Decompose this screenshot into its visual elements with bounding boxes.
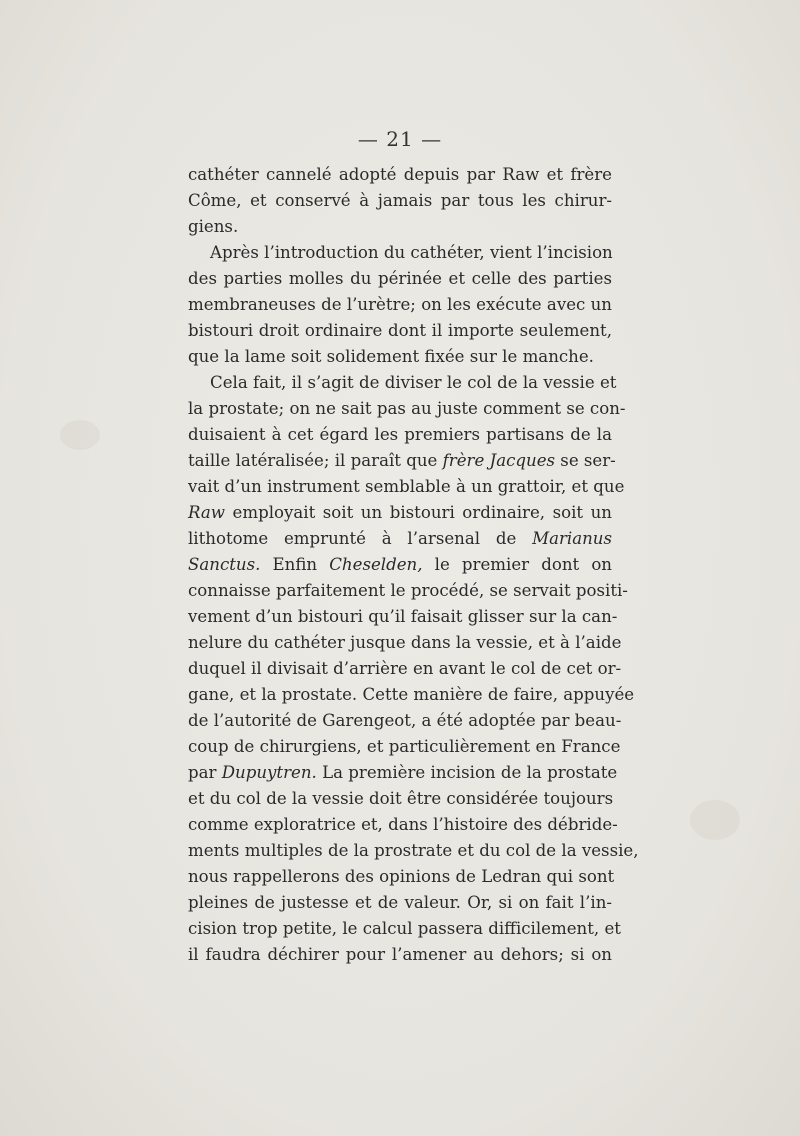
text-run: il faudra déchirer pour l’amener au dehors; si on (188, 945, 612, 964)
text-run: employait soit un bistouri ordinaire, soit un (224, 503, 612, 522)
text-line (188, 682, 635, 708)
text-run: membraneuses de l’urètre; on les exécute avec un (188, 295, 612, 314)
italic-name: Marianus (532, 529, 612, 548)
text-run: taille latéralisée; il paraît que (188, 451, 443, 470)
text-run: Après l’introduction du cathéter, vient l’incision (210, 243, 613, 262)
text-run: Cela fait, il s’agit de diviser le col de la vessie et (210, 373, 617, 392)
text-run: vait d’un instrument semblable à un grattoir, et que (188, 477, 625, 496)
text-line (188, 786, 612, 812)
text-run: par (188, 763, 222, 782)
text-line (188, 162, 612, 188)
text-run: comme exploratrice et, dans l’histoire des débride- (188, 815, 618, 834)
page-number: — 21 — (357, 127, 443, 151)
text-run: Côme, et conservé à jamais par tous les chirur- (188, 191, 612, 210)
text-line (188, 942, 612, 968)
text-run: cision trop petite, le calcul passera difficilement, et (188, 919, 621, 938)
text-line (188, 604, 618, 630)
text-line (188, 864, 615, 890)
text-line (188, 734, 621, 760)
text-run: lithotome emprunté à l’arsenal de (188, 529, 533, 548)
text-line (188, 838, 639, 864)
text-line (188, 526, 612, 552)
text-run: des parties molles du périnée et celle des parties (188, 269, 612, 288)
text-run: duquel il divisait d’arrière en avant le col de cet or- (188, 659, 622, 678)
text-line (188, 474, 625, 500)
text-run: nelure du cathéter jusque dans la vessie, et à l’aide (188, 633, 622, 652)
italic-name: Cheselden, (329, 555, 423, 574)
text-line (188, 708, 622, 734)
text-line (188, 760, 618, 786)
text-run: duisaient à cet égard les premiers partisans de la (188, 425, 612, 444)
text-line (188, 812, 618, 838)
text-run: La première incision de la prostate (316, 763, 618, 782)
text-run: et du col de la vessie doit être considérée toujours (188, 789, 614, 808)
body-text (188, 162, 639, 968)
italic-name: Sanctus. (188, 555, 261, 574)
text-run: nous rappellerons des opinions de Ledran qui sont (188, 867, 615, 886)
paper-stain (60, 420, 100, 450)
text-line (188, 188, 612, 214)
text-line (188, 656, 622, 682)
italic-name: Dupuytren. (221, 763, 317, 782)
text-run: pleines de justesse et de valeur. Or, si on fait l’in- (188, 893, 612, 912)
paper-stain (690, 800, 740, 840)
text-line (188, 370, 617, 396)
text-run: coup de chirurgiens, et particulièrement en France (188, 737, 621, 756)
text-run: vement d’un bistouri qu’il faisait glisser sur la can- (188, 607, 618, 626)
text-line (188, 240, 612, 266)
text-line (188, 292, 612, 318)
italic-name: frère Jacques (442, 451, 556, 470)
text-run: connaisse parfaitement le procédé, se servait positi- (188, 581, 628, 600)
text-run: cathéter cannelé adopté depuis par Raw et frère (188, 165, 612, 184)
text-run: Enfin (260, 555, 330, 574)
text-run: que la lame soit solidement fixée sur le manche. (188, 347, 594, 366)
text-line (188, 500, 612, 526)
text-line (188, 214, 612, 240)
text-run: bistouri droit ordinaire dont il importe seulement, (188, 321, 612, 340)
text-line (188, 396, 626, 422)
text-line (188, 266, 612, 292)
text-line (188, 916, 621, 942)
italic-name: Raw (188, 503, 225, 522)
text-run: ments multiples de la prostrate et du col de la vessie, (188, 841, 639, 860)
text-run: giens. (188, 217, 239, 236)
text-run: gane, et la prostate. Cette manière de faire, appuyée (188, 685, 635, 704)
text-run: le premier dont on (422, 555, 612, 574)
text-line (188, 318, 612, 344)
text-line (188, 422, 612, 448)
text-line (188, 630, 622, 656)
text-line (188, 890, 612, 916)
text-line (188, 578, 628, 604)
text-line (188, 552, 612, 578)
text-line (188, 344, 612, 370)
text-run: se ser- (555, 451, 616, 470)
text-run: la prostate; on ne sait pas au juste comment se con- (188, 399, 626, 418)
text-run: de l’autorité de Garengeot, a été adoptée par beau- (188, 711, 622, 730)
text-line (188, 448, 616, 474)
